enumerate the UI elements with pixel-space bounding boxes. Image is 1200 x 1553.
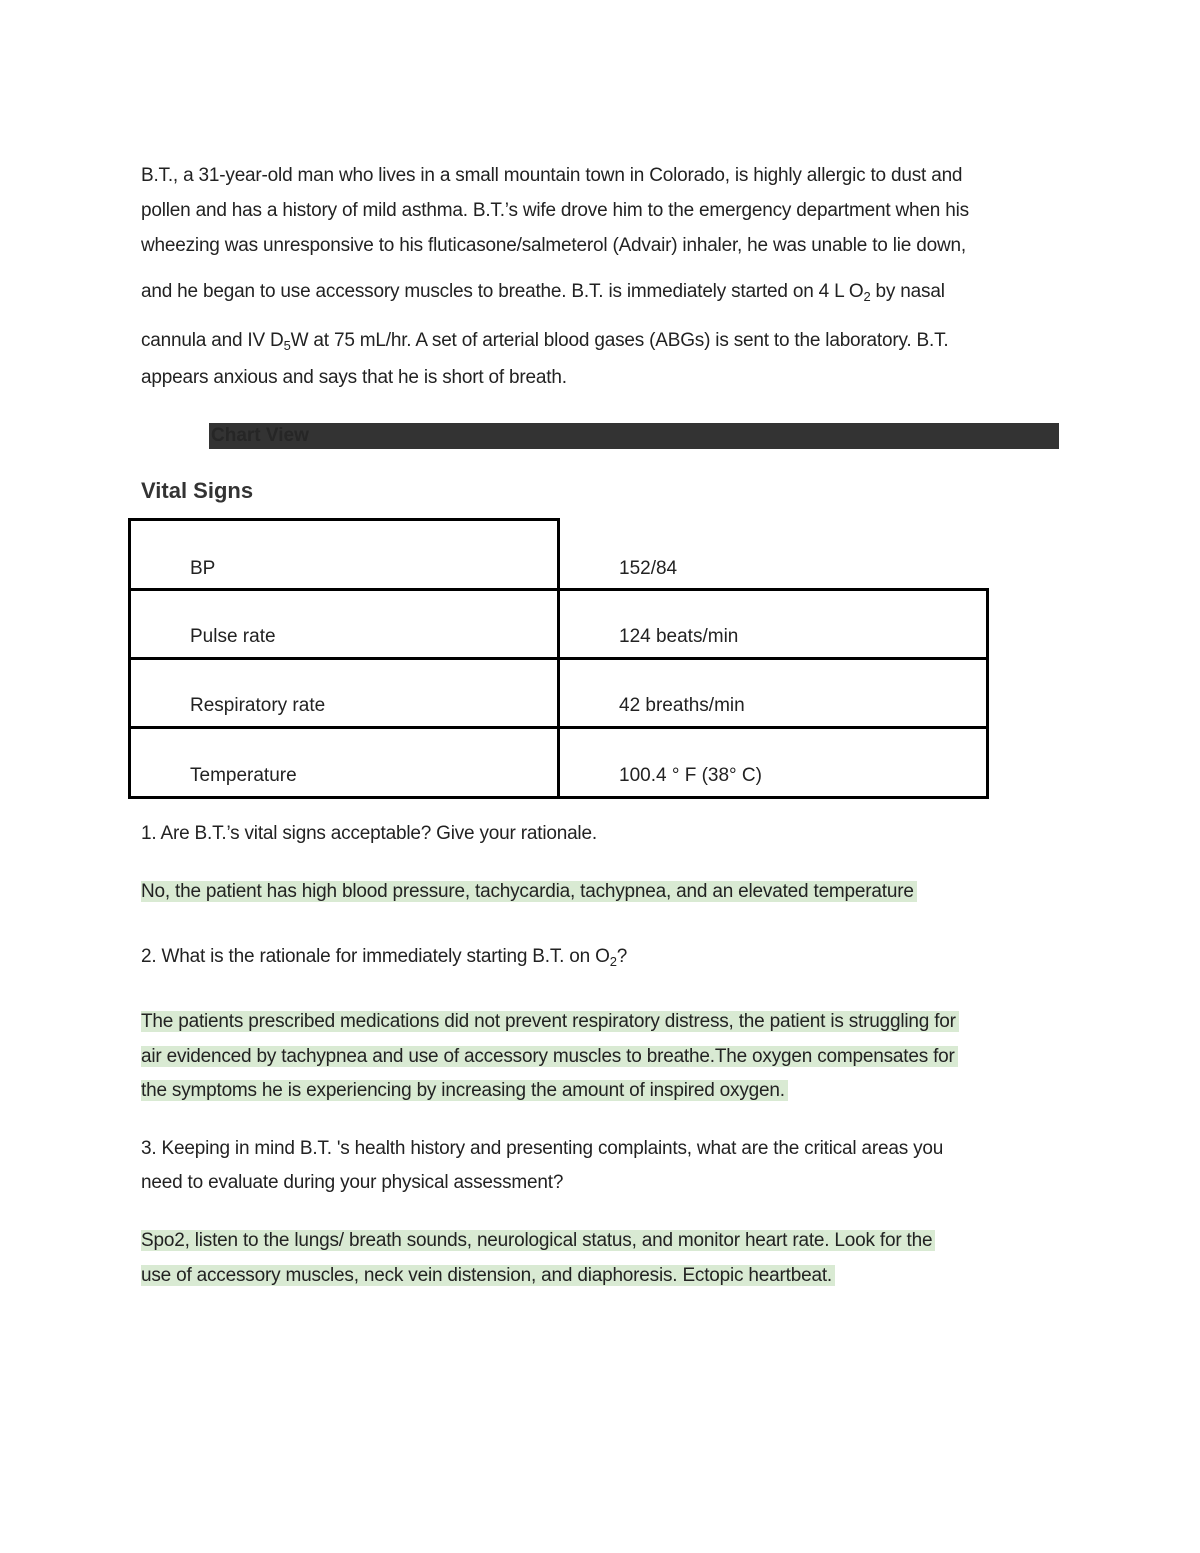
answer-2-line-3: [141, 1079, 788, 1103]
intro-line-1: B.T., a 31-year-old man who lives in a small mountain town in Colorado, is highly allergic to dust and: [141, 165, 963, 186]
table-cell-label: [128, 588, 560, 660]
chart-view-label: Chart View: [211, 425, 309, 446]
dextrose-subscript: 5: [283, 338, 291, 353]
answer-1-highlight: No, the patient has high blood pressure, tachycardia, tachypnea, and an elevated temperature: [141, 881, 917, 902]
intro-line-5: [141, 329, 948, 353]
answer-3-highlight: use of accessory muscles, neck vein distension, and diaphoresis. Ectopic heartbeat.: [141, 1265, 835, 1286]
question-1: 1. Are B.T.’s vital signs acceptable? Give your rationale.: [141, 823, 597, 844]
answer-2-line-2: [141, 1045, 958, 1069]
question-2: [141, 945, 627, 969]
table-cell-value: [557, 588, 989, 660]
temperature-value: 100.4 ° F (38° C): [619, 765, 762, 786]
question-2-text: 2. What is the rationale for immediately starting B.T. on O: [141, 946, 610, 967]
table-cell-value: [557, 657, 989, 729]
vital-signs-heading: Vital Signs: [141, 478, 254, 503]
question-2-end: ?: [616, 946, 628, 967]
intro-line-2: pollen and has a history of mild asthma. B.T.’s wife drove him to the emergency department when his: [141, 200, 969, 221]
table-cell-value: [557, 726, 989, 799]
table-cell-label: [128, 518, 560, 591]
respiratory-value: 42 breaths/min: [619, 695, 745, 716]
intro-line-4-end: by nasal: [870, 281, 945, 302]
bp-value: 152/84: [619, 558, 678, 579]
question-3-line-2: need to evaluate during your physical assessment?: [141, 1172, 564, 1193]
pulse-value: 124 beats/min: [619, 626, 739, 647]
answer-1: [141, 880, 917, 904]
intro-line-6: appears anxious and says that he is short of breath.: [141, 367, 567, 388]
intro-line-5-end: W at 75 mL/hr. A set of arterial blood gases (ABGs) is sent to the laboratory. B.T.: [290, 330, 949, 351]
answer-2-line-1: [141, 1010, 959, 1034]
answer-2-highlight: The patients prescribed medications did not prevent respiratory distress, the patient is struggling for: [141, 1011, 959, 1032]
table-cell-value: [557, 518, 987, 591]
intro-line-4: [141, 280, 945, 304]
answer-3-line-2: [141, 1264, 835, 1288]
oxygen-subscript: 2: [863, 289, 871, 304]
answer-3-highlight: Spo2, listen to the lungs/ breath sounds, neurological status, and monitor heart rate. Look for the: [141, 1230, 935, 1251]
temperature-label: Temperature: [190, 765, 297, 786]
intro-line-3: wheezing was unresponsive to his fluticasone/salmeterol (Advair) inhaler, he was unable to lie down,: [141, 235, 966, 256]
chart-view-bar: [209, 423, 1059, 449]
respiratory-label: Respiratory rate: [190, 695, 326, 716]
table-cell-label: [128, 657, 560, 729]
answer-2-highlight: the symptoms he is experiencing by increasing the amount of inspired oxygen.: [141, 1080, 788, 1101]
bp-label: BP: [190, 558, 216, 579]
answer-3-line-1: [141, 1229, 935, 1253]
answer-2-highlight: air evidenced by tachypnea and use of accessory muscles to breathe.The oxygen compensates for: [141, 1046, 958, 1067]
question-3-line-1: 3. Keeping in mind B.T. 's health history and presenting complaints, what are the critical areas you: [141, 1138, 944, 1159]
table-cell-label: [128, 726, 560, 799]
intro-line-5-text: cannula and IV D: [141, 330, 284, 351]
intro-line-4-text: and he began to use accessory muscles to breathe. B.T. is immediately started on 4 L O: [141, 281, 864, 302]
oxygen-subscript: 2: [609, 954, 617, 969]
pulse-label: Pulse rate: [190, 626, 276, 647]
